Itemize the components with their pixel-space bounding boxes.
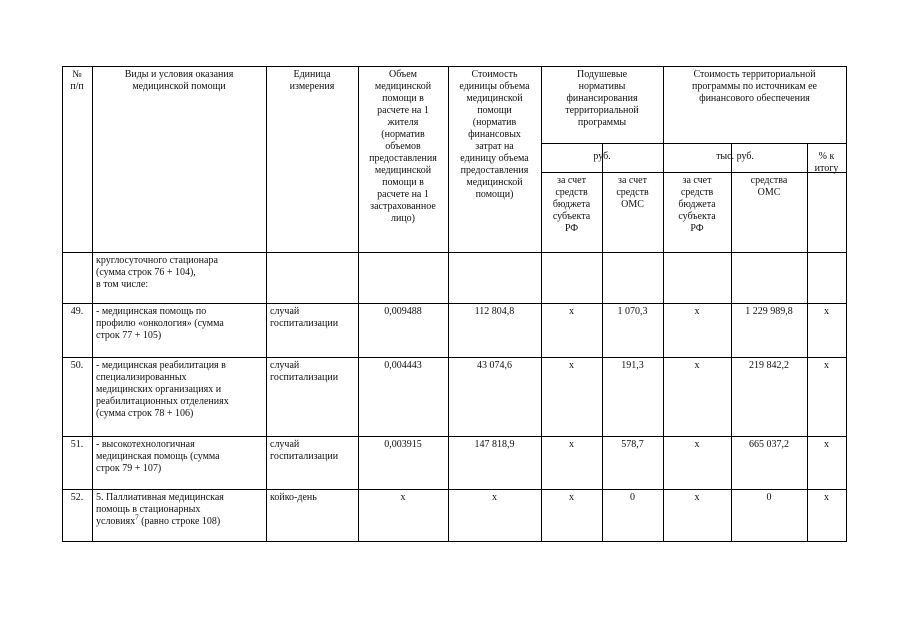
header-cost: Стоимость единицы объема медицинской помощи (норматив финансовых затрат на единицу объема предоставления медицинской помощи)	[459, 69, 530, 200]
grid-line-v	[846, 66, 847, 542]
row-name-text: 5. Паллиативная медицинская помощь в стационарных условиях	[96, 492, 224, 527]
row-pc-oms: 578,7	[621, 439, 644, 450]
row-pct: х	[824, 439, 829, 450]
row-name: - высокотехнологичная медицинская помощь (сумма строк 79 + 107)	[96, 439, 220, 474]
row-unit: случай госпитализации	[270, 360, 339, 383]
row-pc-budget: х	[569, 439, 574, 450]
row-volume: х	[400, 492, 406, 503]
header-pc-budget: за счет средств бюджета субъекта РФ	[552, 175, 591, 234]
row-name	[92, 489, 266, 541]
header-kind: Виды и условия оказания медицинской помощи	[124, 69, 234, 92]
row-name: - медицинская реабилитация в специализированных медицинских организациях и реабилитационных отделениях (сумма строк 78 + 106)	[96, 360, 229, 419]
footnote-marker: 7	[135, 513, 139, 522]
header-territorial: Стоимость территориальной программы по источникам ее финансового обеспечения	[692, 69, 817, 104]
row-pct: х	[824, 306, 829, 317]
row-tot-budget: х	[694, 492, 700, 503]
header-pc-oms: за счет средств ОМС	[616, 175, 649, 210]
continuation-text: круглосуточного стационара (сумма строк 76 + 104), в том числе:	[96, 255, 218, 290]
row-tot-budget: х	[694, 439, 700, 450]
row-unit: койко-день	[270, 492, 317, 503]
row-cost: 147 818,9	[474, 439, 515, 450]
header-num: № п/п	[70, 69, 84, 92]
row-tot-oms: 219 842,2	[749, 360, 789, 371]
row-volume: 0,004443	[384, 360, 422, 371]
row-tot-oms: 0	[766, 492, 772, 503]
row-unit: случай госпитализации	[270, 306, 339, 329]
row-num: 51.	[70, 439, 84, 450]
row-pc-budget: х	[569, 306, 574, 317]
row-cost: х	[492, 492, 497, 503]
row-num: 52.	[70, 492, 84, 503]
header-unit: Единица измерения	[289, 69, 335, 92]
row-pc-oms: 1 070,3	[617, 306, 648, 317]
row-tot-oms: 665 037,2	[749, 439, 789, 450]
row-pc-oms: 191,3	[621, 360, 644, 371]
row-num: 49.	[70, 306, 84, 317]
row-volume: 0,009488	[384, 306, 422, 317]
row-pc-oms: 0	[630, 492, 635, 503]
row-unit: случай госпитализации	[270, 439, 339, 462]
row-tot-budget: х	[694, 360, 700, 371]
header-thous-rub: тыс. руб.	[716, 151, 754, 162]
header-per-capita: Подушевые нормативы финансирования территориальной программы	[565, 69, 639, 128]
row-pc-budget: х	[569, 360, 574, 371]
header-rub: руб.	[593, 151, 611, 162]
row-num: 50.	[70, 360, 84, 371]
row-pct: х	[824, 360, 829, 371]
grid-line-h	[62, 541, 847, 542]
header-tot-oms: средства ОМС	[750, 175, 788, 198]
row-name-text-tail: (равно строке 108)	[138, 516, 221, 527]
header-volume: Объем медицинской помощи в расчете на 1 жителя (норматив объемов предоставления медицинской помощи в расчете на 1 застрахованное лицо)	[369, 69, 437, 224]
row-pc-budget: х	[569, 492, 574, 503]
header-pct: % к итогу	[814, 151, 839, 174]
row-volume: 0,003915	[384, 439, 422, 450]
row-name: - медицинская помощь по профилю «онкология» (сумма строк 77 + 105)	[96, 306, 224, 341]
row-cost: 43 074,6	[477, 360, 512, 371]
row-pct: х	[824, 492, 829, 503]
row-tot-budget: х	[694, 306, 700, 317]
row-cost: 112 804,8	[474, 306, 515, 317]
header-tot-budget: за счет средств бюджета субъекта РФ	[678, 175, 716, 234]
row-tot-oms: 1 229 989,8	[745, 306, 793, 317]
